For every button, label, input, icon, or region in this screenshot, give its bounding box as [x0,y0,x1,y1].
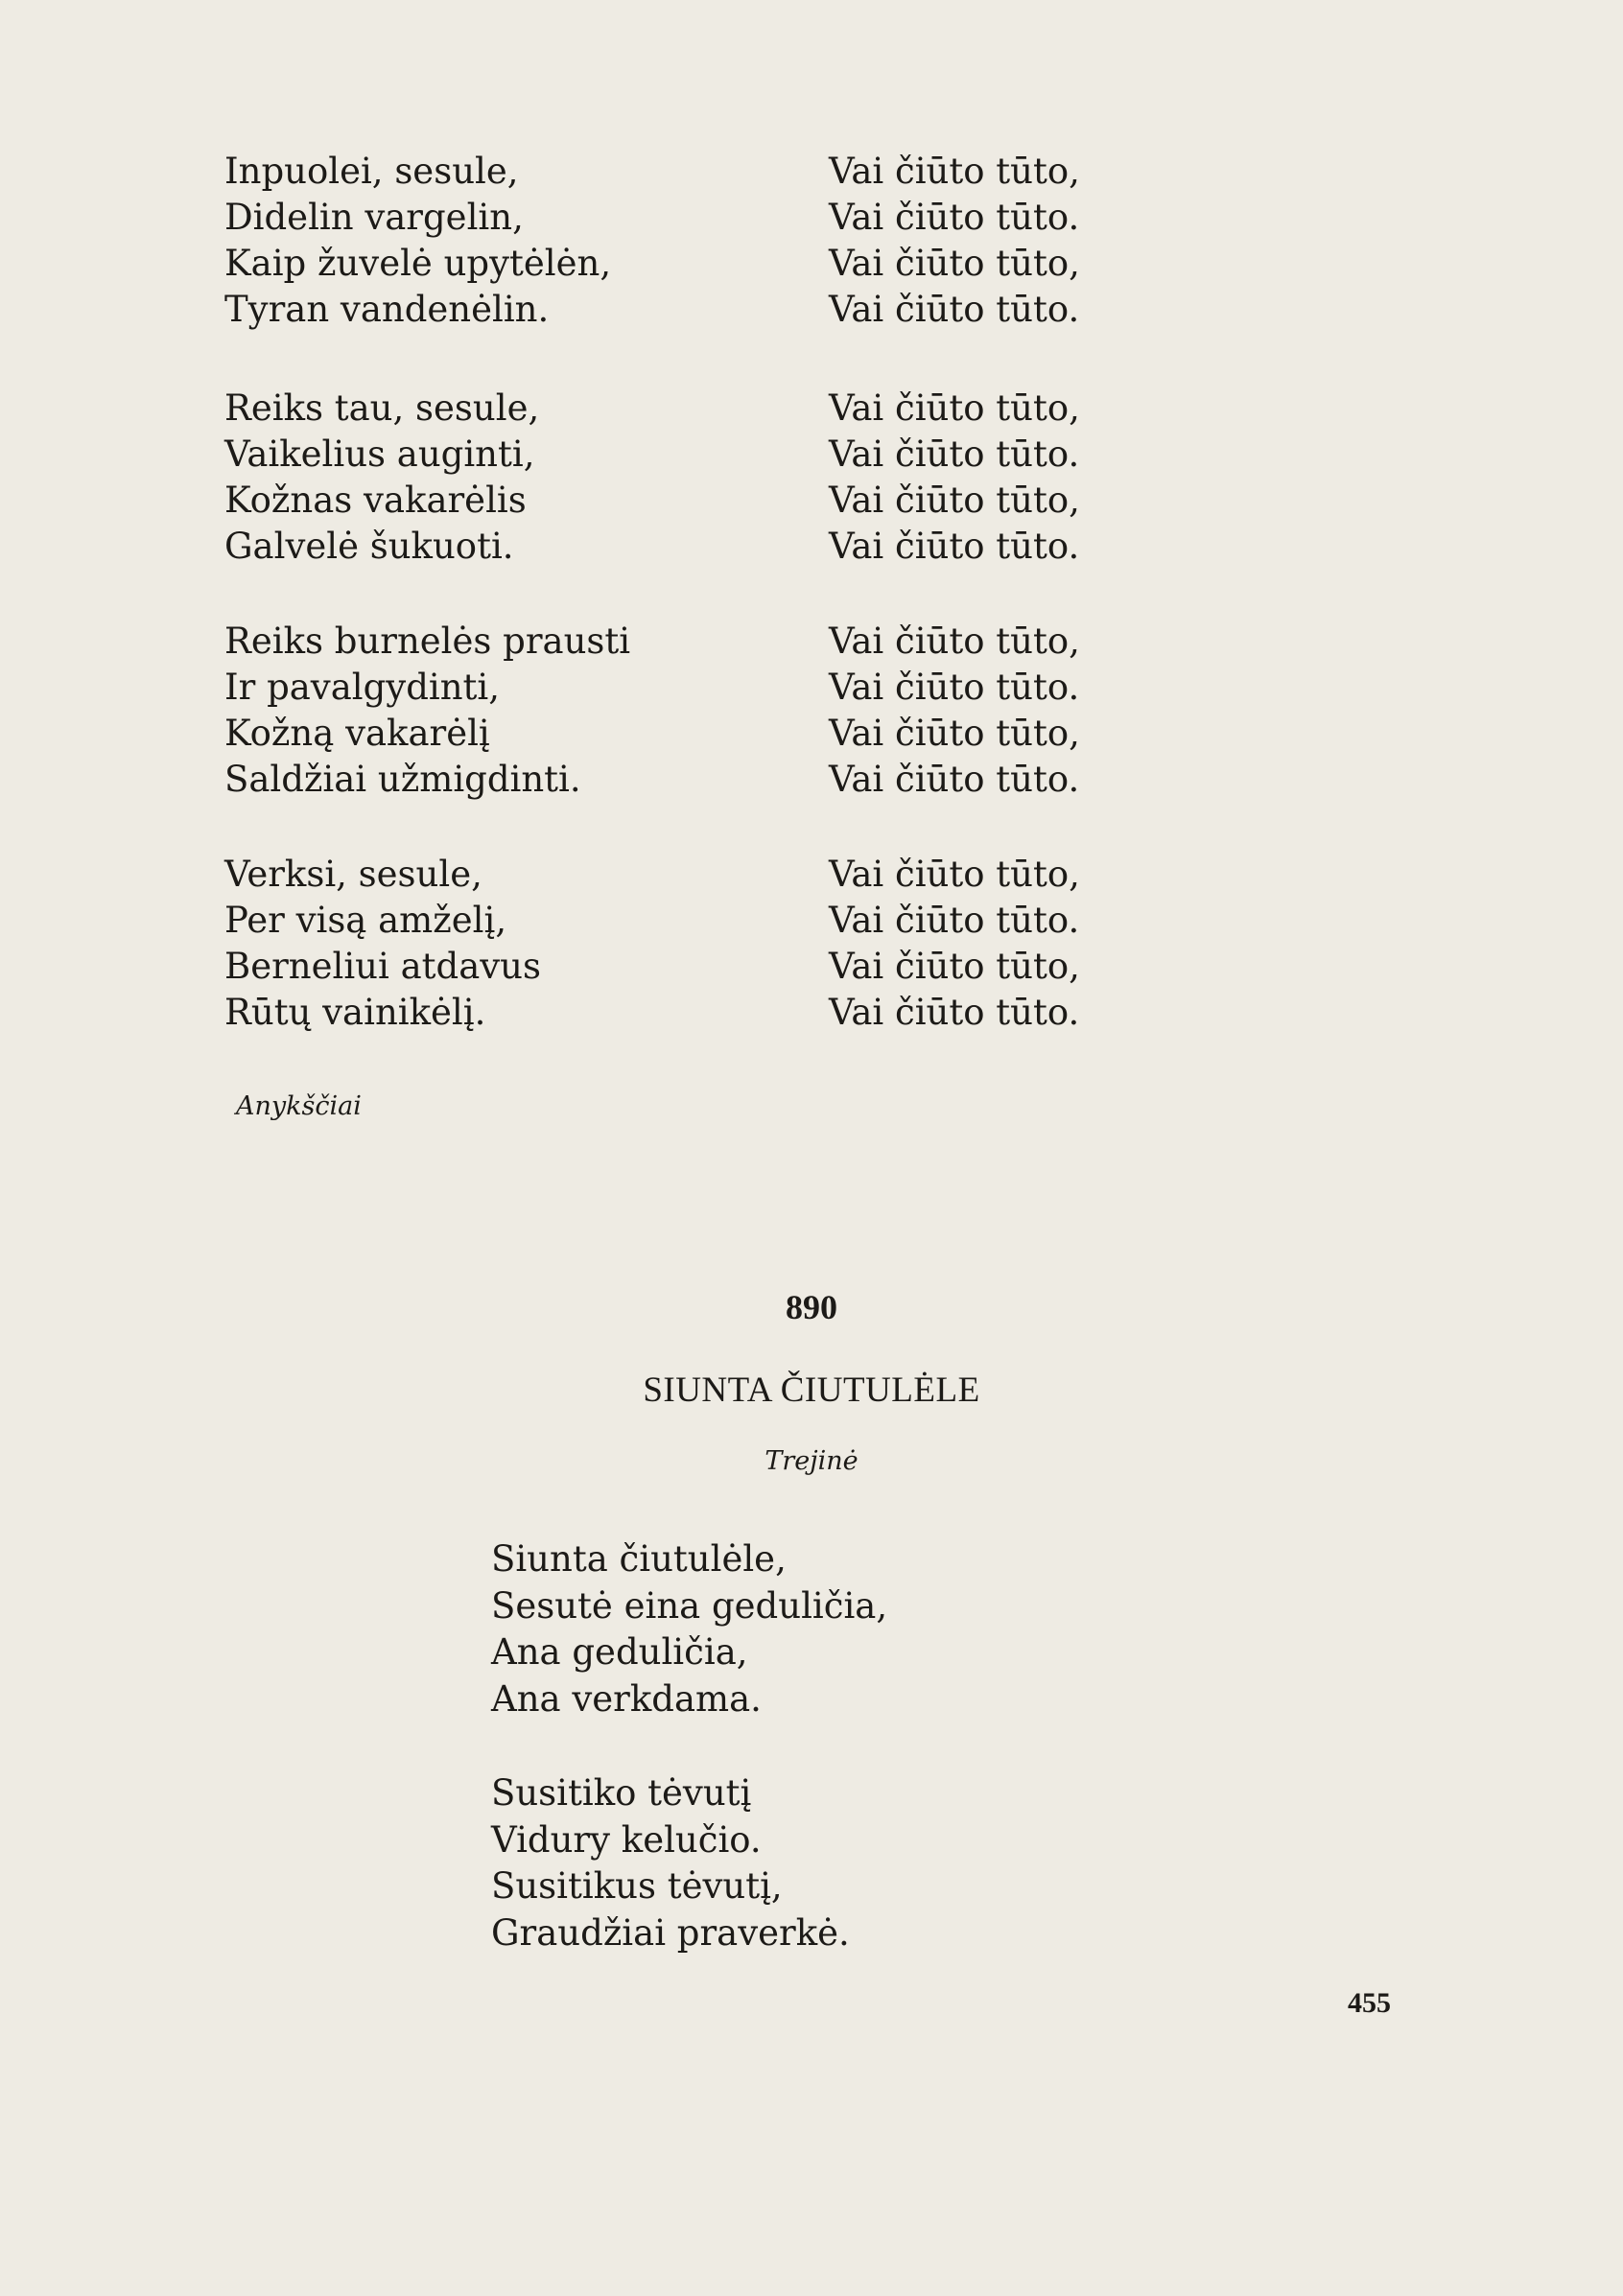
verse-text: Ir pavalgydinti, [224,667,501,708]
refrain-text: Vai čiūto tūto. [829,526,1080,567]
refrain-text: Vai čiūto tūto. [829,667,1080,708]
verse-text: Didelin vargelin, [224,197,524,238]
verse-line: Susitikus tėvutį, [491,1865,783,1907]
refrain-text: Vai čiūto tūto. [829,289,1080,330]
verse-line: Sesutė eina geduličia, [491,1584,888,1627]
verse-line [224,386,1136,432]
verse-line [224,478,1136,524]
verse-text: Rūtų vainikėlį. [224,992,486,1033]
refrain-text: Vai čiūto tūto. [829,900,1080,941]
verse-text: Kožną vakarėlį [224,713,490,754]
verse-line: Ana verkdama. [491,1677,762,1720]
refrain-text: Vai čiūto tūto. [829,759,1080,800]
refrain-text: Vai čiūto tūto, [829,387,1080,429]
refrain-text: Vai čiūto tūto. [829,197,1080,238]
verse-line [224,524,1136,570]
verse-line [224,711,1136,757]
verse-line [224,898,1136,944]
page-number: 455 [1348,1987,1391,2019]
stanza-2 [224,386,1136,570]
verse-text: Berneliui atdavus [224,946,541,987]
song-stanza-1 [491,1536,1163,1722]
stanza-4 [224,852,1136,1036]
verse-line: Ana geduličia, [491,1631,748,1673]
verse-line: Susitiko tėvutį [491,1772,752,1814]
verse-text: Inpuolei, sesule, [224,151,519,192]
refrain-text: Vai čiūto tūto, [829,854,1080,895]
refrain-text: Vai čiūto tūto, [829,243,1080,284]
stanza-1 [224,149,1136,333]
verse-line: Graudžiai praverkė. [491,1911,850,1954]
verse-text: Galvelė šukuoti. [224,526,514,567]
song-subtitle: Trejinė [764,1446,859,1476]
song-number: 890 [786,1288,837,1326]
song-stanza-2 [491,1770,1163,1956]
verse-line [224,665,1136,711]
refrain-text: Vai čiūto tūto, [829,713,1080,754]
verse-text: Reiks tau, sesule, [224,387,540,429]
verse-line [224,241,1136,287]
verse-line [224,287,1136,333]
refrain-text: Vai čiūto tūto, [829,480,1080,521]
refrain-text: Vai čiūto tūto. [829,992,1080,1033]
verse-line [224,852,1136,898]
verse-text: Saldžiai užmigdinti. [224,759,581,800]
verse-line: Siunta čiutulėle, [491,1538,787,1580]
verse-line [224,619,1136,665]
verse-line [224,944,1136,990]
verse-text: Kaip žuvelė upytėlėn, [224,243,612,284]
verse-text: Verksi, sesule, [224,854,482,895]
stanza-3 [224,619,1136,803]
verse-text: Reiks burnelės prausti [224,621,631,662]
verse-text: Tyran vandenėlin. [224,289,550,330]
verse-line [224,432,1136,478]
verse-line [224,757,1136,803]
verse-line [224,990,1136,1036]
refrain-text: Vai čiūto tūto, [829,946,1080,987]
verse-text: Vaikelius auginti, [224,433,535,475]
refrain-text: Vai čiūto tūto, [829,151,1080,192]
verse-text: Kožnas vakarėlis [224,480,527,521]
verse-line [224,149,1136,195]
refrain-text: Vai čiūto tūto, [829,621,1080,662]
place-of-origin: Anykščiai [236,1091,362,1121]
verse-line: Vidury kelučio. [491,1818,762,1861]
song-title: SIUNTA ČIUTULĖLE [643,1371,980,1410]
verse-line [224,195,1136,241]
refrain-text: Vai čiūto tūto. [829,433,1080,475]
verse-text: Per visą amželį, [224,900,507,941]
